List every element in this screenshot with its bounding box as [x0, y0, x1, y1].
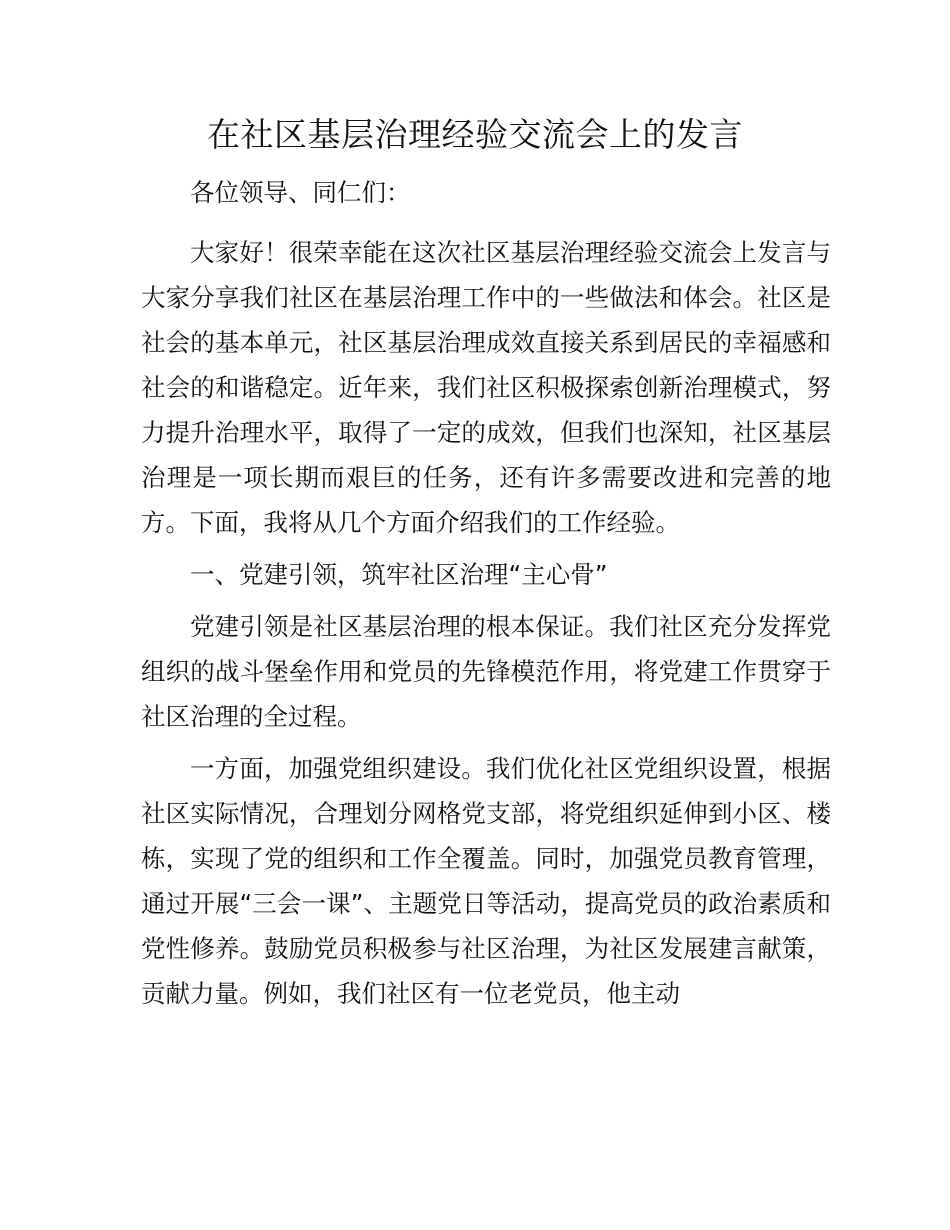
intro-paragraph: 大家好！很荣幸能在这次社区基层治理经验交流会上发言与大家分享我们社区在基层治理工作中的一些做法和体会。社区是社会的基本单元，社区基层治理成效直接关系到居民的幸福感和社会的和谐稳定。近年来，我们社区积极探索创新治理模式，努力提升治理水平，取得了一定的成效，但我们也深知，社区基层治理是一项长期而艰巨的任务，还有许多需要改进和完善的地方。下面，我将从几个方面介绍我们的工作经验。: [141, 238, 831, 537]
document-body: [141, 170, 831, 1023]
document-title: 在社区基层治理经验交流会上的发言: [207, 115, 743, 154]
body-paragraph: 党建引领是社区基层治理的根本保证。我们社区充分发挥党组织的战斗堡垒作用和党员的先锋模范作用，将党建工作贯穿于社区治理的全过程。: [141, 612, 831, 731]
section-heading: 一、党建引领，筑牢社区治理“主心骨”: [190, 560, 608, 589]
salutation-paragraph: 各位领导、同仁们：: [190, 178, 411, 207]
body-paragraph: 一方面，加强党组织建设。我们优化社区党组织设置，根据社区实际情况，合理划分网格党支部，将党组织延伸到小区、楼栋，实现了党的组织和工作全覆盖。同时，加强党员教育管理，通过开展“三会一课”、主题党日等活动，提高党员的政治素质和党性修养。鼓励党员积极参与社区治理，为社区发展建言献策，贡献力量。例如，我们社区有一位老党员，他主动: [141, 754, 831, 1008]
